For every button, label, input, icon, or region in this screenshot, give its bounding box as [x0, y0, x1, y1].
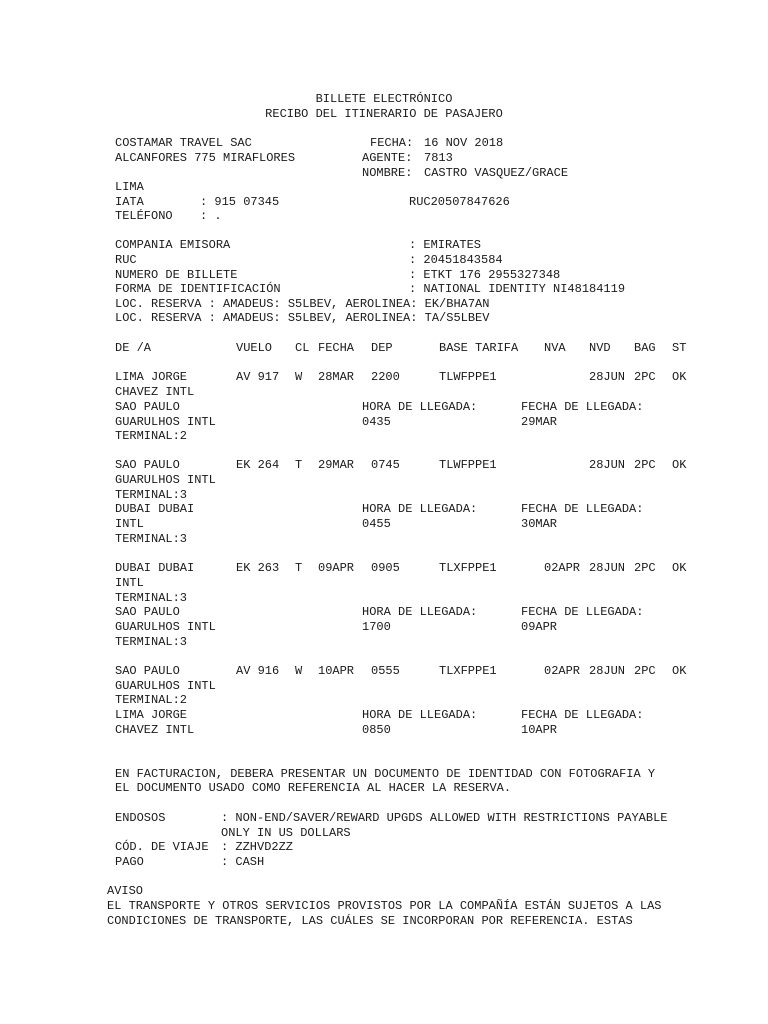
segment-nvd: 28JUN — [589, 370, 626, 384]
payment-label: PAGO — [115, 855, 144, 869]
issuer-company-value: : EMIRATES — [409, 238, 482, 252]
segment-nvd: 28JUN — [589, 664, 626, 678]
segment-origin-line: SAO PAULO — [115, 458, 180, 472]
segment-fare: TLXFPPE1 — [439, 561, 497, 575]
segment-fare: TLXFPPE1 — [439, 664, 497, 678]
col-header-class: CL — [295, 341, 310, 355]
col-header-bag: BAG — [634, 341, 656, 355]
arrival-date: 10APR — [521, 723, 558, 737]
col-header-dep: DEP — [371, 341, 393, 355]
segment-class: T — [295, 561, 303, 575]
segment-status: OK — [672, 370, 687, 384]
arrival-date-label: FECHA DE LLEGADA: — [521, 605, 644, 619]
segment-dep: 0555 — [371, 664, 400, 678]
col-header-nva: NVA — [544, 341, 566, 355]
col-header-nvd: NVD — [589, 341, 611, 355]
name-value: CASTRO VASQUEZ/GRACE — [424, 166, 569, 180]
segment-nvd: 28JUN — [589, 561, 626, 575]
agency-ruc: RUC20507847626 — [409, 195, 510, 209]
arrival-time: 0455 — [362, 517, 391, 531]
arrival-date-label: FECHA DE LLEGADA: — [521, 400, 644, 414]
id-form-value: : NATIONAL IDENTITY NI48184119 — [409, 282, 626, 296]
segment-origin-line: LIMA JORGE — [115, 370, 188, 384]
arrival-date: 30MAR — [521, 517, 558, 531]
segment-dest-line: GUARULHOS INTL — [115, 620, 216, 634]
agent-label: AGENTE: — [362, 151, 413, 165]
segment-date: 29MAR — [318, 458, 355, 472]
segment-nvd: 28JUN — [589, 458, 626, 472]
booking-locator-2: LOC. RESERVA : AMADEUS: S5LBEV, AEROLINEA: TA/S5LBEV — [115, 311, 490, 325]
col-header-from-to: DE /A — [115, 341, 152, 355]
segment-origin-line: TERMINAL:3 — [115, 488, 188, 502]
segment-class: W — [295, 664, 303, 678]
segment-dep: 2200 — [371, 370, 400, 384]
document-subtitle: RECIBO DEL ITINERARIO DE PASAJERO — [265, 107, 503, 121]
agency-address: ALCANFORES 775 MIRAFLORES — [115, 151, 296, 165]
aviso-title: AVISO — [107, 884, 144, 898]
date-value: 16 NOV 2018 — [424, 136, 504, 150]
segment-dest-line: GUARULHOS INTL — [115, 415, 216, 429]
segment-dest-line: LIMA JORGE — [115, 708, 188, 722]
segment-nva: 02APR — [544, 664, 581, 678]
arrival-date: 09APR — [521, 620, 558, 634]
segment-dest-line: TERMINAL:2 — [115, 429, 188, 443]
segment-bag: 2PC — [634, 664, 656, 678]
segment-flight: AV 917 — [236, 370, 280, 384]
segment-origin-line: TERMINAL:2 — [115, 693, 188, 707]
phone-value: : . — [200, 209, 222, 223]
segment-date: 28MAR — [318, 370, 355, 384]
arrival-time: 0435 — [362, 415, 391, 429]
issuer-ruc-label: RUC — [115, 253, 137, 267]
segment-class: W — [295, 370, 303, 384]
name-label: NOMBRE: — [362, 166, 413, 180]
col-header-date: FECHA — [318, 341, 355, 355]
segment-flight: AV 916 — [236, 664, 280, 678]
segment-status: OK — [672, 561, 687, 575]
document-title: BILLETE ELECTRÓNICO — [315, 92, 453, 106]
segment-status: OK — [672, 458, 687, 472]
arrival-date-label: FECHA DE LLEGADA: — [521, 502, 644, 516]
segment-dest-line: SAO PAULO — [115, 400, 180, 414]
payment-value: : CASH — [221, 855, 265, 869]
col-header-flight: VUELO — [236, 341, 273, 355]
id-form-label: FORMA DE IDENTIFICACIÓN — [115, 282, 281, 296]
arrival-time-label: HORA DE LLEGADA: — [362, 708, 478, 722]
arrival-date: 29MAR — [521, 415, 558, 429]
segment-dest-line: DUBAI DUBAI — [115, 502, 195, 516]
iata-value: : 915 07345 — [200, 195, 280, 209]
segment-origin-line: GUARULHOS INTL — [115, 679, 216, 693]
segment-dest-line: CHAVEZ INTL — [115, 723, 195, 737]
segment-dest-line: TERMINAL:3 — [115, 635, 188, 649]
arrival-date-label: FECHA DE LLEGADA: — [521, 708, 644, 722]
segment-date: 10APR — [318, 664, 355, 678]
phone-label: TELÉFONO — [115, 209, 173, 223]
segment-dest-line: SAO PAULO — [115, 605, 180, 619]
arrival-time: 0850 — [362, 723, 391, 737]
date-label: FECHA: — [370, 136, 414, 150]
endorsements-value: : NON-END/SAVER/REWARD UPGDS ALLOWED WITH RESTRICTIONS PAYABLE — [221, 811, 668, 825]
segment-status: OK — [672, 664, 687, 678]
arrival-time: 1700 — [362, 620, 391, 634]
arrival-time-label: HORA DE LLEGADA: — [362, 400, 478, 414]
segment-flight: EK 264 — [236, 458, 280, 472]
segment-date: 09APR — [318, 561, 355, 575]
segment-nva: 02APR — [544, 561, 581, 575]
segment-dep: 0905 — [371, 561, 400, 575]
booking-locator-1: LOC. RESERVA : AMADEUS: S5LBEV, AEROLINEA: EK/BHA7AN — [115, 297, 490, 311]
segment-origin-line: GUARULHOS INTL — [115, 473, 216, 487]
endorsements-label: ENDOSOS — [115, 811, 166, 825]
checkin-notice-line: EL DOCUMENTO USADO COMO REFERENCIA AL HACER LA RESERVA. — [115, 781, 512, 795]
trip-code-label: CÓD. DE VIAJE — [115, 840, 209, 854]
arrival-time-label: HORA DE LLEGADA: — [362, 502, 478, 516]
ticket-number-label: NUMERO DE BILLETE — [115, 268, 238, 282]
segment-dep: 0745 — [371, 458, 400, 472]
segment-origin-line: CHAVEZ INTL — [115, 385, 195, 399]
segment-origin-line: INTL — [115, 576, 144, 590]
ticket-number-value: : ETKT 176 2955327348 — [409, 268, 561, 282]
aviso-text-line: CONDICIONES DE TRANSPORTE, LAS CUÁLES SE INCORPORAN POR REFERENCIA. ESTAS — [107, 914, 633, 928]
col-header-st: ST — [672, 341, 687, 355]
segment-origin-line: DUBAI DUBAI — [115, 561, 195, 575]
segment-fare: TLWFPPE1 — [439, 370, 497, 384]
segment-origin-line: SAO PAULO — [115, 664, 180, 678]
checkin-notice-line: EN FACTURACION, DEBERA PRESENTAR UN DOCUMENTO DE IDENTIDAD CON FOTOGRAFIA Y — [115, 767, 656, 781]
aviso-text-line: EL TRANSPORTE Y OTROS SERVICIOS PROVISTOS POR LA COMPAÑÍA ESTÁN SUJETOS A LAS — [107, 899, 662, 913]
segment-flight: EK 263 — [236, 561, 280, 575]
agent-value: 7813 — [424, 151, 453, 165]
agency-city: LIMA — [115, 180, 144, 194]
segment-dest-line: TERMINAL:3 — [115, 532, 188, 546]
segment-bag: 2PC — [634, 561, 656, 575]
segment-class: T — [295, 458, 303, 472]
agency-name: COSTAMAR TRAVEL SAC — [115, 136, 252, 150]
col-header-fare-base: BASE TARIFA — [439, 341, 519, 355]
issuer-ruc-value: : 20451843584 — [409, 253, 503, 267]
trip-code-value: : ZZHVD2ZZ — [221, 840, 294, 854]
segment-bag: 2PC — [634, 458, 656, 472]
segment-dest-line: INTL — [115, 517, 144, 531]
segment-bag: 2PC — [634, 370, 656, 384]
endorsements-value-cont: ONLY IN US DOLLARS — [221, 826, 351, 840]
segment-fare: TLWFPPE1 — [439, 458, 497, 472]
segment-origin-line: TERMINAL:3 — [115, 591, 188, 605]
arrival-time-label: HORA DE LLEGADA: — [362, 605, 478, 619]
iata-label: IATA — [115, 195, 144, 209]
issuer-company-label: COMPANIA EMISORA — [115, 238, 231, 252]
